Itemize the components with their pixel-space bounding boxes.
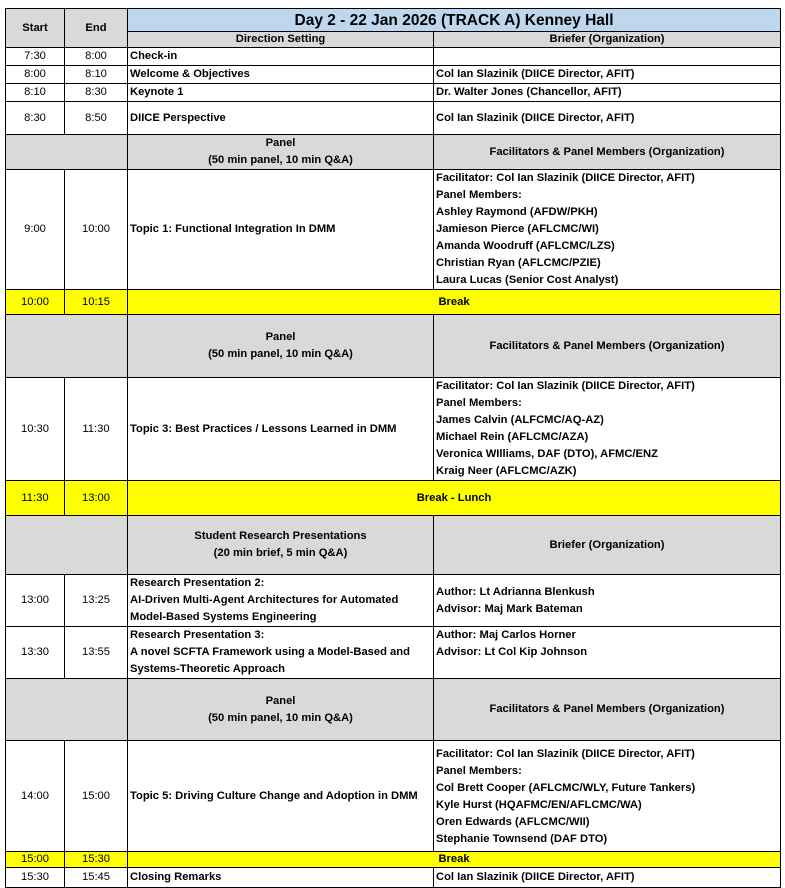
panel-member: Amanda Woodruff (AFLCMC/LZS) (436, 240, 615, 252)
schedule-row-lunch (6, 481, 781, 516)
end-time: 15:00 (65, 741, 128, 852)
session-topic: Topic 5: Driving Culture Change and Adoption in DMM (128, 741, 434, 852)
session-briefer-list (434, 378, 781, 481)
start-time: 14:00 (6, 741, 65, 852)
start-time: 10:00 (6, 290, 65, 315)
schedule-row-welcome (6, 66, 781, 84)
section-header-blank (6, 315, 128, 378)
facilitator: Facilitator: Col Ian Slazinik (DIICE Director, AFIT) (436, 172, 695, 184)
panel-member: Stephanie Townsend (DAF DTO) (436, 833, 608, 845)
session-topic: Keynote 1 (128, 84, 434, 102)
section-header-blank (6, 516, 128, 575)
schedule-row-topic-1 (6, 170, 781, 290)
schedule-row-checkin (6, 48, 781, 66)
header-row-title (6, 9, 781, 32)
panel-member: James Calvin (ALFCMC/AQ-AZ) (436, 414, 604, 426)
start-time: 8:10 (6, 84, 65, 102)
session-briefer-list (434, 741, 781, 852)
schedule-table (5, 8, 781, 888)
schedule-row-break-1 (6, 290, 781, 315)
section-header-panel-2 (6, 315, 781, 378)
facilitator: Facilitator: Col Ian Slazinik (DIICE Director, AFIT) (436, 748, 695, 760)
end-time: 15:45 (65, 868, 128, 888)
end-time: 10:15 (65, 290, 128, 315)
section-title: Panel (265, 694, 296, 707)
schedule-row-research-3 (6, 627, 781, 679)
col-header-start: Start (6, 9, 65, 48)
end-time: 13:55 (65, 627, 128, 679)
presentation-title: Systems-Theoretic Approach (130, 663, 286, 675)
schedule-row-diice (6, 102, 781, 135)
session-topic (128, 627, 434, 679)
schedule-row-keynote (6, 84, 781, 102)
session-topic: DIICE Perspective (128, 102, 434, 135)
break-label: Break - Lunch (128, 481, 781, 516)
start-time: 13:00 (6, 575, 65, 627)
section-header-panel-1 (6, 135, 781, 170)
section-header-briefer: Briefer (Organization) (434, 516, 781, 575)
section-header-title (128, 315, 434, 378)
col-header-briefer: Briefer (Organization) (434, 32, 781, 48)
advisor: Advisor: Lt Col Kip Johnson (436, 646, 588, 658)
presentation-label: Research Presentation 3: (130, 629, 265, 641)
session-topic: Topic 1: Functional Integration In DMM (128, 170, 434, 290)
end-time: 13:25 (65, 575, 128, 627)
author: Author: Lt Adrianna Blenkush (436, 585, 595, 598)
session-topic: Welcome & Objectives (128, 66, 434, 84)
section-header-briefer: Facilitators & Panel Members (Organization) (434, 315, 781, 378)
start-time: 13:30 (6, 627, 65, 679)
schedule-row-closing (6, 868, 781, 888)
panel-member: Veronica WIlliams, DAF (DTO), AFMC/ENZ (436, 448, 658, 460)
panel-member: Oren Edwards (AFLCMC/WII) (436, 816, 590, 828)
section-subtitle: (50 min panel, 10 min Q&A) (208, 154, 353, 166)
start-time: 11:30 (6, 481, 65, 516)
section-header-panel-3 (6, 679, 781, 741)
panel-member: Laura Lucas (Senior Cost Analyst) (436, 274, 619, 286)
schedule-row-topic-3 (6, 378, 781, 481)
presentation-title: Model-Based Systems Engineering (130, 611, 317, 623)
break-label: Break (128, 290, 781, 315)
start-time: 9:00 (6, 170, 65, 290)
session-briefer: Dr. Walter Jones (Chancellor, AFIT) (434, 84, 781, 102)
end-time: 15:30 (65, 852, 128, 868)
break-label: Break (128, 852, 781, 868)
start-time: 10:30 (6, 378, 65, 481)
panel-member: Christian Ryan (AFLCMC/PZIE) (436, 257, 601, 269)
schedule-row-break-2 (6, 852, 781, 868)
presentation-label: Research Presentation 2: (130, 577, 265, 589)
session-briefer (434, 48, 781, 66)
panel-members-label: Panel Members: (436, 765, 522, 777)
session-briefer-list (434, 627, 781, 679)
start-time: 7:30 (6, 48, 65, 66)
col-header-end: End (65, 9, 128, 48)
session-topic: Topic 3: Best Practices / Lessons Learned in DMM (128, 378, 434, 481)
facilitator: Facilitator: Col Ian Slazinik (DIICE Director, AFIT) (436, 380, 695, 392)
start-time: 15:00 (6, 852, 65, 868)
page-title: Day 2 - 22 Jan 2026 (TRACK A) Kenney Hall (128, 9, 781, 32)
schedule-row-topic-5 (6, 741, 781, 852)
session-topic: Check-in (128, 48, 434, 66)
end-time: 8:50 (65, 102, 128, 135)
end-time: 8:00 (65, 48, 128, 66)
section-subtitle: (50 min panel, 10 min Q&A) (208, 711, 353, 724)
panel-member: Ashley Raymond (AFDW/PKH) (436, 206, 598, 218)
section-subtitle: (50 min panel, 10 min Q&A) (208, 348, 353, 360)
end-time: 8:10 (65, 66, 128, 84)
section-header-briefer: Facilitators & Panel Members (Organization) (434, 679, 781, 741)
section-header-title (128, 516, 434, 575)
end-time: 11:30 (65, 378, 128, 481)
section-title: Panel (265, 331, 296, 343)
session-briefer-list (434, 575, 781, 627)
presentation-title: AI-Driven Multi-Agent Architectures for Automated (130, 594, 399, 606)
section-header-blank (6, 679, 128, 741)
session-briefer: Col Ian Slazinik (DIICE Director, AFIT) (434, 868, 781, 888)
section-subtitle: (20 min brief, 5 min Q&A) (213, 547, 348, 559)
section-header-briefer: Facilitators & Panel Members (Organization) (434, 135, 781, 170)
session-briefer: Col Ian Slazinik (DIICE Director, AFIT) (434, 66, 781, 84)
schedule-row-research-2 (6, 575, 781, 627)
advisor: Advisor: Maj Mark Bateman (436, 602, 583, 615)
panel-member: Kyle Hurst (HQAFMC/EN/AFLCMC/WA) (436, 799, 642, 811)
section-header-blank (6, 135, 128, 170)
section-title: Student Research Presentations (194, 530, 367, 542)
panel-member: Michael Rein (AFLCMC/AZA) (436, 431, 589, 443)
panel-member: Col Brett Cooper (AFLCMC/WLY, Future Tankers) (436, 782, 696, 794)
panel-member: Jamieson Pierce (AFLCMC/WI) (436, 223, 599, 235)
panel-member: Kraig Neer (AFLCMC/AZK) (436, 465, 577, 477)
end-time: 8:30 (65, 84, 128, 102)
section-header-title (128, 135, 434, 170)
section-title: Panel (265, 137, 296, 149)
author: Author: Maj Carlos Horner (436, 629, 576, 641)
session-briefer: Col Ian Slazinik (DIICE Director, AFIT) (434, 102, 781, 135)
session-topic (128, 575, 434, 627)
panel-members-label: Panel Members: (436, 189, 522, 201)
start-time: 8:30 (6, 102, 65, 135)
section-header-title (128, 679, 434, 741)
start-time: 8:00 (6, 66, 65, 84)
presentation-title: A novel SCFTA Framework using a Model-Based and (130, 646, 410, 658)
session-topic: Closing Remarks (128, 868, 434, 888)
start-time: 15:30 (6, 868, 65, 888)
session-briefer-list (434, 170, 781, 290)
end-time: 10:00 (65, 170, 128, 290)
section-header-student-research (6, 516, 781, 575)
col-header-topic: Direction Setting (128, 32, 434, 48)
end-time: 13:00 (65, 481, 128, 516)
panel-members-label: Panel Members: (436, 397, 522, 409)
